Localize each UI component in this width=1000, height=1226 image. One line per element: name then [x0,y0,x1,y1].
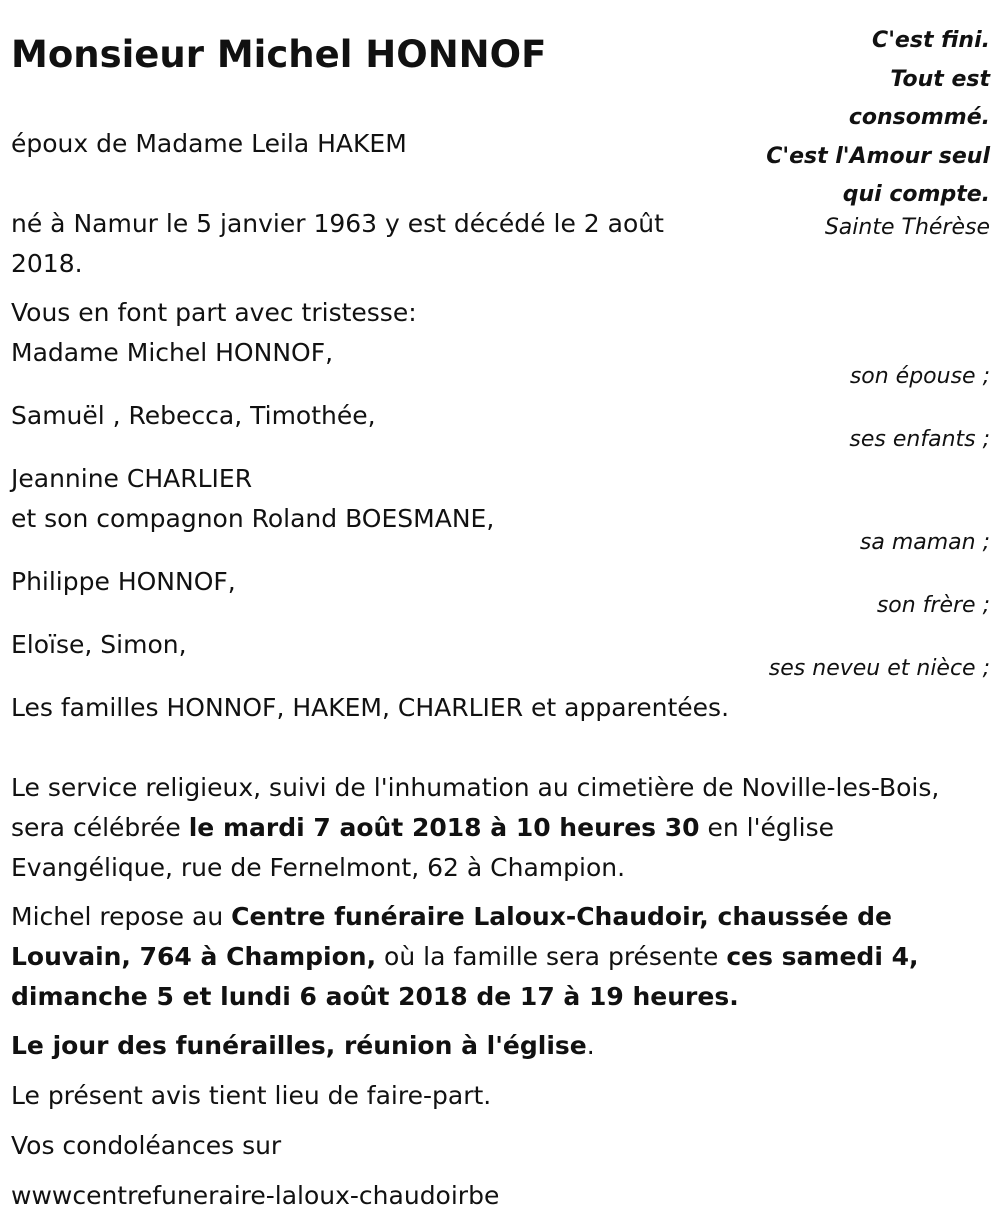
quote-author: Sainte Thérèse [824,214,990,240]
quote-line: Tout est [890,66,990,92]
families-line: Les familles HONNOF, HAKEM, CHARLIER et apparentées. [11,693,730,722]
epitaph-quote [730,22,990,247]
funeral-center: Centre funéraire Laloux-Chaudoir, chaussée de Louvain, 764 à Champion, [11,902,893,971]
website-link[interactable]: wwwcentrefuneraire-laloux-chaudoirbe [11,1181,500,1210]
condolences-line: Vos condoléances sur [11,1131,282,1160]
repose-text: où la famille sera présente [376,942,727,971]
quote-line: C'est fini. [872,28,990,53]
service-paragraph [11,768,951,888]
family-relation: son épouse ; [849,364,990,389]
service-text: en l'église [699,813,835,842]
service-location: Evangélique, rue de Fernelmont, 62 à Champion. [11,853,626,882]
family-relation: sa maman ; [859,530,990,555]
deceased-name: Monsieur Michel HONNOF [11,33,547,76]
intro-line: Vous en font part avec tristesse: [11,298,417,327]
repose-text: Michel repose au [11,902,232,931]
quote-line: C'est l'Amour seul [766,143,990,169]
birth-death-line-1: né à Namur le 5 janvier 1963 y est décédé le 2 août [11,209,664,238]
quote-line: consommé. [848,105,990,130]
family-name-line: et son compagnon Roland BOESMANE, [11,504,495,533]
service-date: le mardi 7 août 2018 à 10 heures 30 [188,813,700,842]
family-name-line: Samuël , Rebecca, Timothée, [11,401,376,430]
meeting-text: Le jour des funérailles, réunion à l'église [11,1031,587,1060]
birth-death-line-2: 2018. [11,249,83,278]
family-name-line: Jeannine CHARLIER [11,464,253,493]
meeting-line [11,1026,595,1066]
family-name-line: Eloïse, Simon, [11,630,187,659]
service-text: Le service religieux, suivi de l'inhumation au cimetière de Noville-les-Bois, [11,773,940,802]
family-name-line: Madame Michel HONNOF, [11,338,334,367]
family-relation: ses neveu et nièce ; [768,656,990,681]
visitation-dates: ces samedi 4, dimanche 5 et lundi 6 août 2018 de 17 à 19 heures. [11,942,919,1011]
family-relation: son frère ; [876,593,990,618]
family-name-line: Philippe HONNOF, [11,567,236,596]
meeting-end: . [586,1031,595,1060]
spouse-line: époux de Madame Leila HAKEM [11,129,407,158]
family-relation: ses enfants ; [849,427,990,452]
repose-paragraph [11,897,946,1017]
notice-line: Le présent avis tient lieu de faire-part. [11,1081,492,1110]
quote-line: qui compte. [842,182,990,207]
service-text: sera célébrée [11,813,189,842]
